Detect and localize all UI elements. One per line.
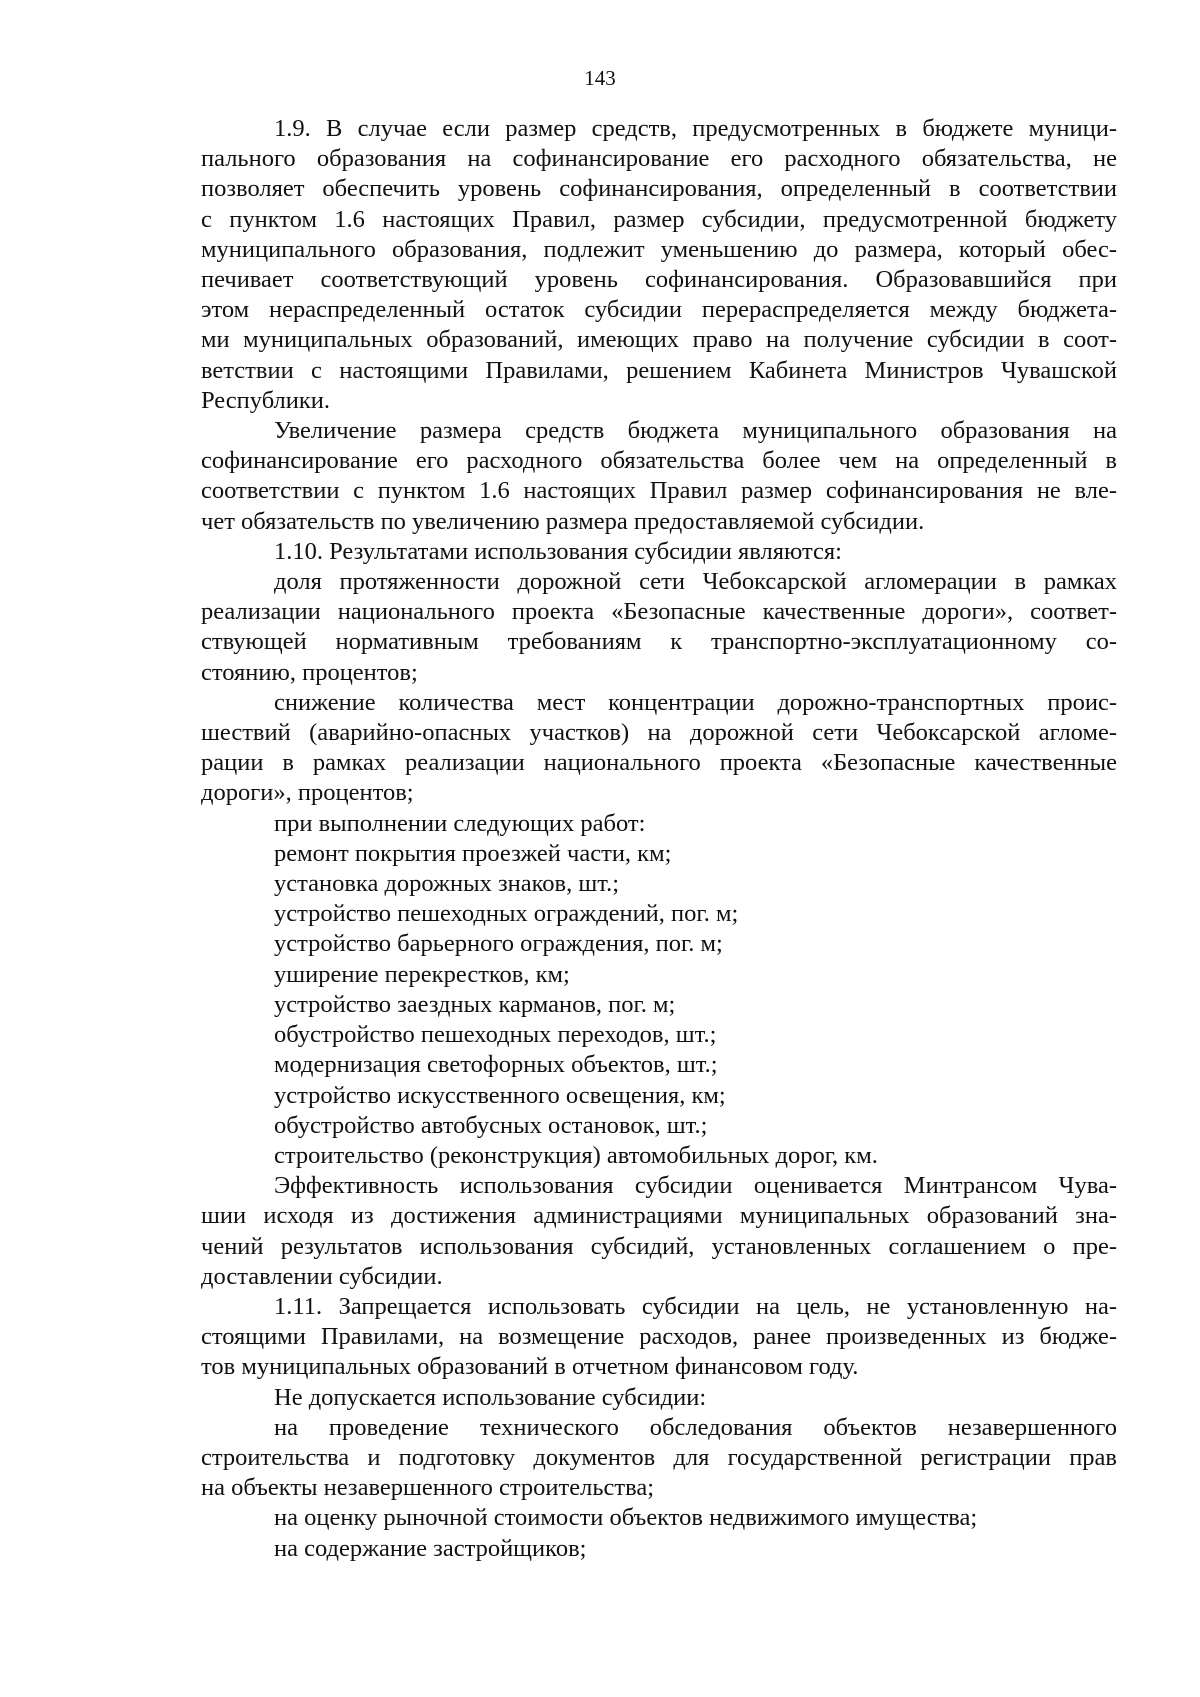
- text-line: на оценку рыночной стоимости объектов недвижимого имущества;: [274, 1504, 978, 1532]
- text-line: строительство (реконструкция) автомобильных дорог, км.: [274, 1141, 878, 1169]
- text-line: уширение перекрестков, км;: [274, 960, 570, 988]
- text-line: Увеличение размера средств бюджета муниципального образования на: [274, 417, 1117, 445]
- page-number: 143: [584, 66, 616, 90]
- text-line: установка дорожных знаков, шт.;: [274, 870, 619, 898]
- text-line: устройство пешеходных ограждений, пог. м;: [274, 900, 739, 928]
- text-line: стоянию, процентов;: [201, 658, 418, 686]
- text-line: софинансирование его расходного обязательства более чем на определенный в: [201, 447, 1117, 475]
- text-line: при выполнении следующих работ:: [274, 809, 646, 837]
- text-line: тов муниципальных образований в отчетном финансовом году.: [201, 1353, 859, 1381]
- text-line: ствующей нормативным требованиям к транспортно-эксплуатационному со-: [201, 628, 1117, 656]
- text-line: ветствии с настоящими Правилами, решением Кабинета Министров Чувашской: [201, 356, 1117, 384]
- text-line: шествий (аварийно-опасных участков) на дорожной сети Чебоксарской агломе-: [201, 719, 1117, 747]
- document-body: [201, 114, 1117, 1564]
- text-line: устройство заездных карманов, пог. м;: [274, 990, 676, 1018]
- text-line: дороги», процентов;: [201, 779, 414, 807]
- text-line: снижение количества мест концентрации дорожно-транспортных проис-: [274, 688, 1117, 716]
- text-line: доставлении субсидии.: [201, 1262, 443, 1290]
- text-line: стоящими Правилами, на возмещение расходов, ранее произведенных из бюдже-: [201, 1323, 1117, 1351]
- text-line: на объекты незавершенного строительства;: [201, 1474, 655, 1502]
- text-line: рации в рамках реализации национального проекта «Безопасные качественные: [201, 749, 1117, 777]
- text-line: шии исходя из достижения администрациями муниципальных образований зна-: [201, 1202, 1117, 1230]
- text-line: на содержание застройщиков;: [274, 1534, 587, 1562]
- text-line: на проведение технического обследования объектов незавершенного: [274, 1413, 1117, 1441]
- text-line: соответствии с пунктом 1.6 настоящих Правил размер софинансирования не вле-: [201, 477, 1117, 505]
- text-line: позволяет обеспечить уровень софинансирования, определенный в соответствии: [201, 175, 1117, 203]
- text-line: 1.9. В случае если размер средств, предусмотренных в бюджете муници-: [274, 115, 1117, 142]
- text-line: ремонт покрытия проезжей части, км;: [274, 839, 672, 867]
- text-line: устройство искусственного освещения, км;: [274, 1081, 726, 1109]
- text-line: Республики.: [201, 386, 331, 414]
- text-line: ми муниципальных образований, имеющих право на получение субсидии в соот-: [201, 326, 1117, 354]
- text-line: устройство барьерного ограждения, пог. м;: [274, 930, 723, 958]
- text-line: печивает соответствующий уровень софинансирования. Образовавшийся при: [201, 266, 1117, 294]
- text-line: строительства и подготовку документов для государственной регистрации прав: [201, 1443, 1117, 1471]
- text-line: обустройство автобусных остановок, шт.;: [274, 1111, 708, 1139]
- text-line: муниципального образования, подлежит уменьшению до размера, который обес-: [201, 235, 1117, 263]
- text-line: реализации национального проекта «Безопасные качественные дороги», соответ-: [201, 598, 1117, 626]
- text-line: чений результатов использования субсидий, установленных соглашением о пре-: [201, 1232, 1117, 1260]
- text-line: чет обязательств по увеличению размера предоставляемой субсидии.: [201, 507, 925, 535]
- text-line: 1.11. Запрещается использовать субсидии на цель, не установленную на-: [274, 1292, 1117, 1320]
- text-line: Эффективность использования субсидии оценивается Минтрансом Чува-: [274, 1172, 1117, 1200]
- text-line: модернизация светофорных объектов, шт.;: [274, 1051, 718, 1079]
- text-line: с пунктом 1.6 настоящих Правил, размер субсидии, предусмотренной бюджету: [201, 205, 1117, 233]
- text-line: этом нераспределенный остаток субсидии перераспределяется между бюджета-: [201, 296, 1117, 324]
- text-line: пального образования на софинансирование его расходного обязательства, не: [201, 145, 1117, 173]
- text-line: обустройство пешеходных переходов, шт.;: [274, 1021, 717, 1049]
- text-line: доля протяженности дорожной сети Чебоксарской агломерации в рамках: [274, 568, 1117, 596]
- text-line: 1.10. Результатами использования субсидии являются:: [274, 537, 842, 565]
- text-line: Не допускается использование субсидии:: [274, 1383, 707, 1411]
